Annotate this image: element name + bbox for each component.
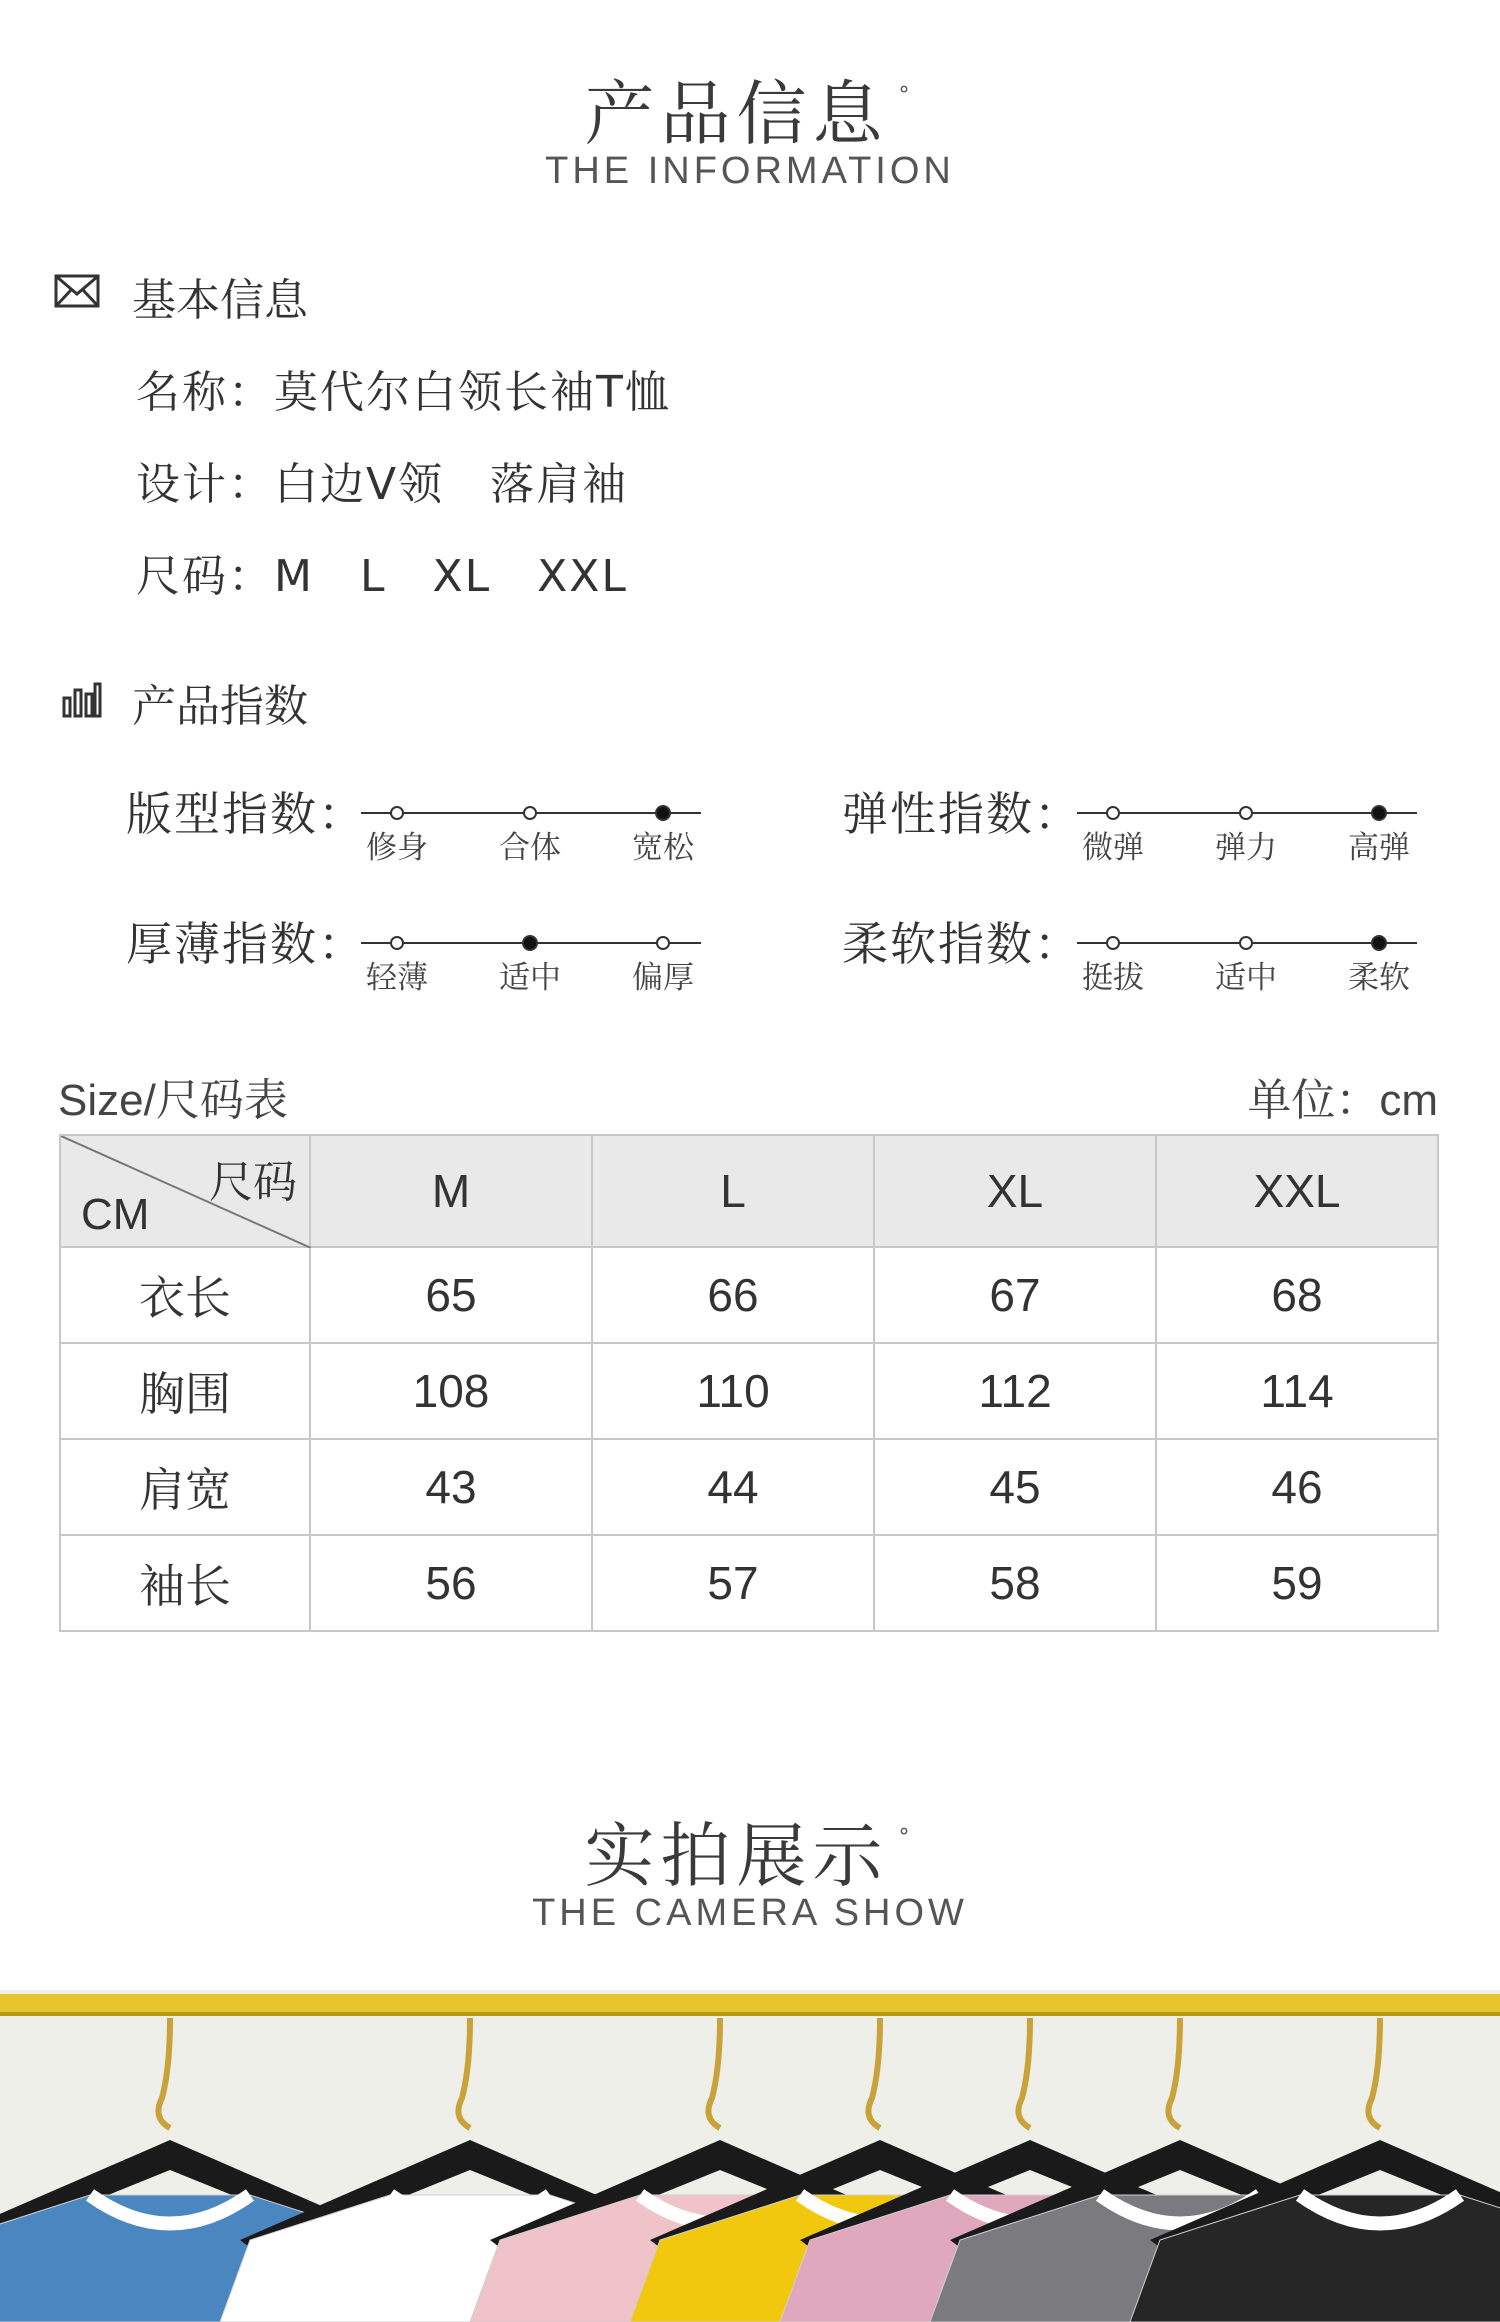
indices-title: 产品指数 <box>132 681 308 732</box>
index-label: 柔软指数： <box>842 917 1082 971</box>
col-size-m: M <box>310 1135 592 1247</box>
index-scale <box>1057 928 1437 958</box>
scale-option-label: 轻薄 <box>366 960 428 996</box>
table-cell: 67 <box>874 1247 1156 1343</box>
index-item <box>126 908 746 1018</box>
envelope-icon <box>54 272 100 312</box>
table-row <box>60 1535 1438 1631</box>
product-photo <box>0 1990 1500 2322</box>
scale-option-label: 偏厚 <box>632 960 694 996</box>
size-header-row <box>60 1135 1438 1247</box>
scale-option-label: 弹力 <box>1215 830 1277 866</box>
index-item <box>842 908 1462 1018</box>
scale-dot <box>391 807 403 819</box>
scale-option-label: 高弹 <box>1348 830 1410 866</box>
table-cell: 46 <box>1156 1439 1438 1535</box>
table-cell: 59 <box>1156 1535 1438 1631</box>
scale-option-label: 适中 <box>1215 960 1277 996</box>
size-corner-cell <box>60 1135 310 1247</box>
table-cell: 43 <box>310 1439 592 1535</box>
product-name: 名称：莫代尔白领长袖T恤 <box>136 367 671 418</box>
row-label: 胸围 <box>60 1343 310 1439</box>
index-scale <box>341 798 721 828</box>
row-label: 衣长 <box>60 1247 310 1343</box>
table-row <box>60 1439 1438 1535</box>
row-label: 肩宽 <box>60 1439 310 1535</box>
table-cell: 65 <box>310 1247 592 1343</box>
table-row <box>60 1343 1438 1439</box>
scale-option-label: 合体 <box>499 830 561 866</box>
index-label: 弹性指数： <box>842 787 1082 841</box>
size-table-title: Size/尺码表 <box>58 1076 288 1125</box>
bar-chart-icon <box>62 680 102 720</box>
basic-info-title: 基本信息 <box>132 275 308 326</box>
scale-dot <box>657 937 669 949</box>
scale-option-label: 柔软 <box>1348 960 1410 996</box>
col-size-l: L <box>592 1135 874 1247</box>
scale-option-label: 适中 <box>499 960 561 996</box>
size-table <box>59 1134 1439 1632</box>
info-subtitle: THE INFORMATION <box>545 150 955 192</box>
index-scale <box>341 928 721 958</box>
corner-top-label: 尺码 <box>209 1158 297 1207</box>
camera-subtitle: THE CAMERA SHOW <box>532 1892 968 1934</box>
row-label: 袖长 <box>60 1535 310 1631</box>
scale-option-label: 修身 <box>366 830 428 866</box>
table-cell: 108 <box>310 1343 592 1439</box>
camera-title: 实拍展示 ° <box>584 1815 916 1897</box>
col-size-xxl: XXL <box>1156 1135 1438 1247</box>
info-title: 产品信息 ° <box>584 73 916 155</box>
index-label: 版型指数： <box>126 787 366 841</box>
table-cell: 110 <box>592 1343 874 1439</box>
scale-dot <box>1240 807 1252 819</box>
scale-option-label: 宽松 <box>632 830 694 866</box>
scale-dot <box>1107 937 1119 949</box>
table-cell: 44 <box>592 1439 874 1535</box>
index-item <box>842 778 1462 888</box>
scale-dot <box>1240 937 1252 949</box>
scale-dot-selected <box>1372 936 1386 950</box>
table-cell: 57 <box>592 1535 874 1631</box>
scale-dot <box>391 937 403 949</box>
shirts-on-rack-image <box>0 1990 1500 2322</box>
rail-shadow <box>0 2012 1500 2016</box>
table-cell: 56 <box>310 1535 592 1631</box>
product-sizes: 尺码：M L XL XXL <box>136 551 628 602</box>
table-cell: 66 <box>592 1247 874 1343</box>
product-design: 设计：白边V领 落肩袖 <box>136 459 629 510</box>
scale-dot <box>1107 807 1119 819</box>
table-cell: 68 <box>1156 1247 1438 1343</box>
index-item <box>126 778 746 888</box>
unit-label: 单位：cm <box>1247 1076 1438 1125</box>
camera-title-mark: ° <box>898 1825 916 1850</box>
table-row <box>60 1247 1438 1343</box>
title-mark: ° <box>898 83 916 108</box>
index-label: 厚薄指数： <box>126 917 366 971</box>
scale-dot <box>524 807 536 819</box>
col-size-xl: XL <box>874 1135 1156 1247</box>
index-scale <box>1057 798 1437 828</box>
table-cell: 58 <box>874 1535 1156 1631</box>
scale-option-label: 微弹 <box>1082 830 1144 866</box>
scale-dot-selected <box>1372 806 1386 820</box>
table-cell: 114 <box>1156 1343 1438 1439</box>
scale-option-label: 挺拔 <box>1082 960 1144 996</box>
scale-dot-selected <box>523 936 537 950</box>
table-cell: 112 <box>874 1343 1156 1439</box>
table-cell: 45 <box>874 1439 1156 1535</box>
scale-dot-selected <box>656 806 670 820</box>
corner-bottom-label: CM <box>81 1190 150 1239</box>
